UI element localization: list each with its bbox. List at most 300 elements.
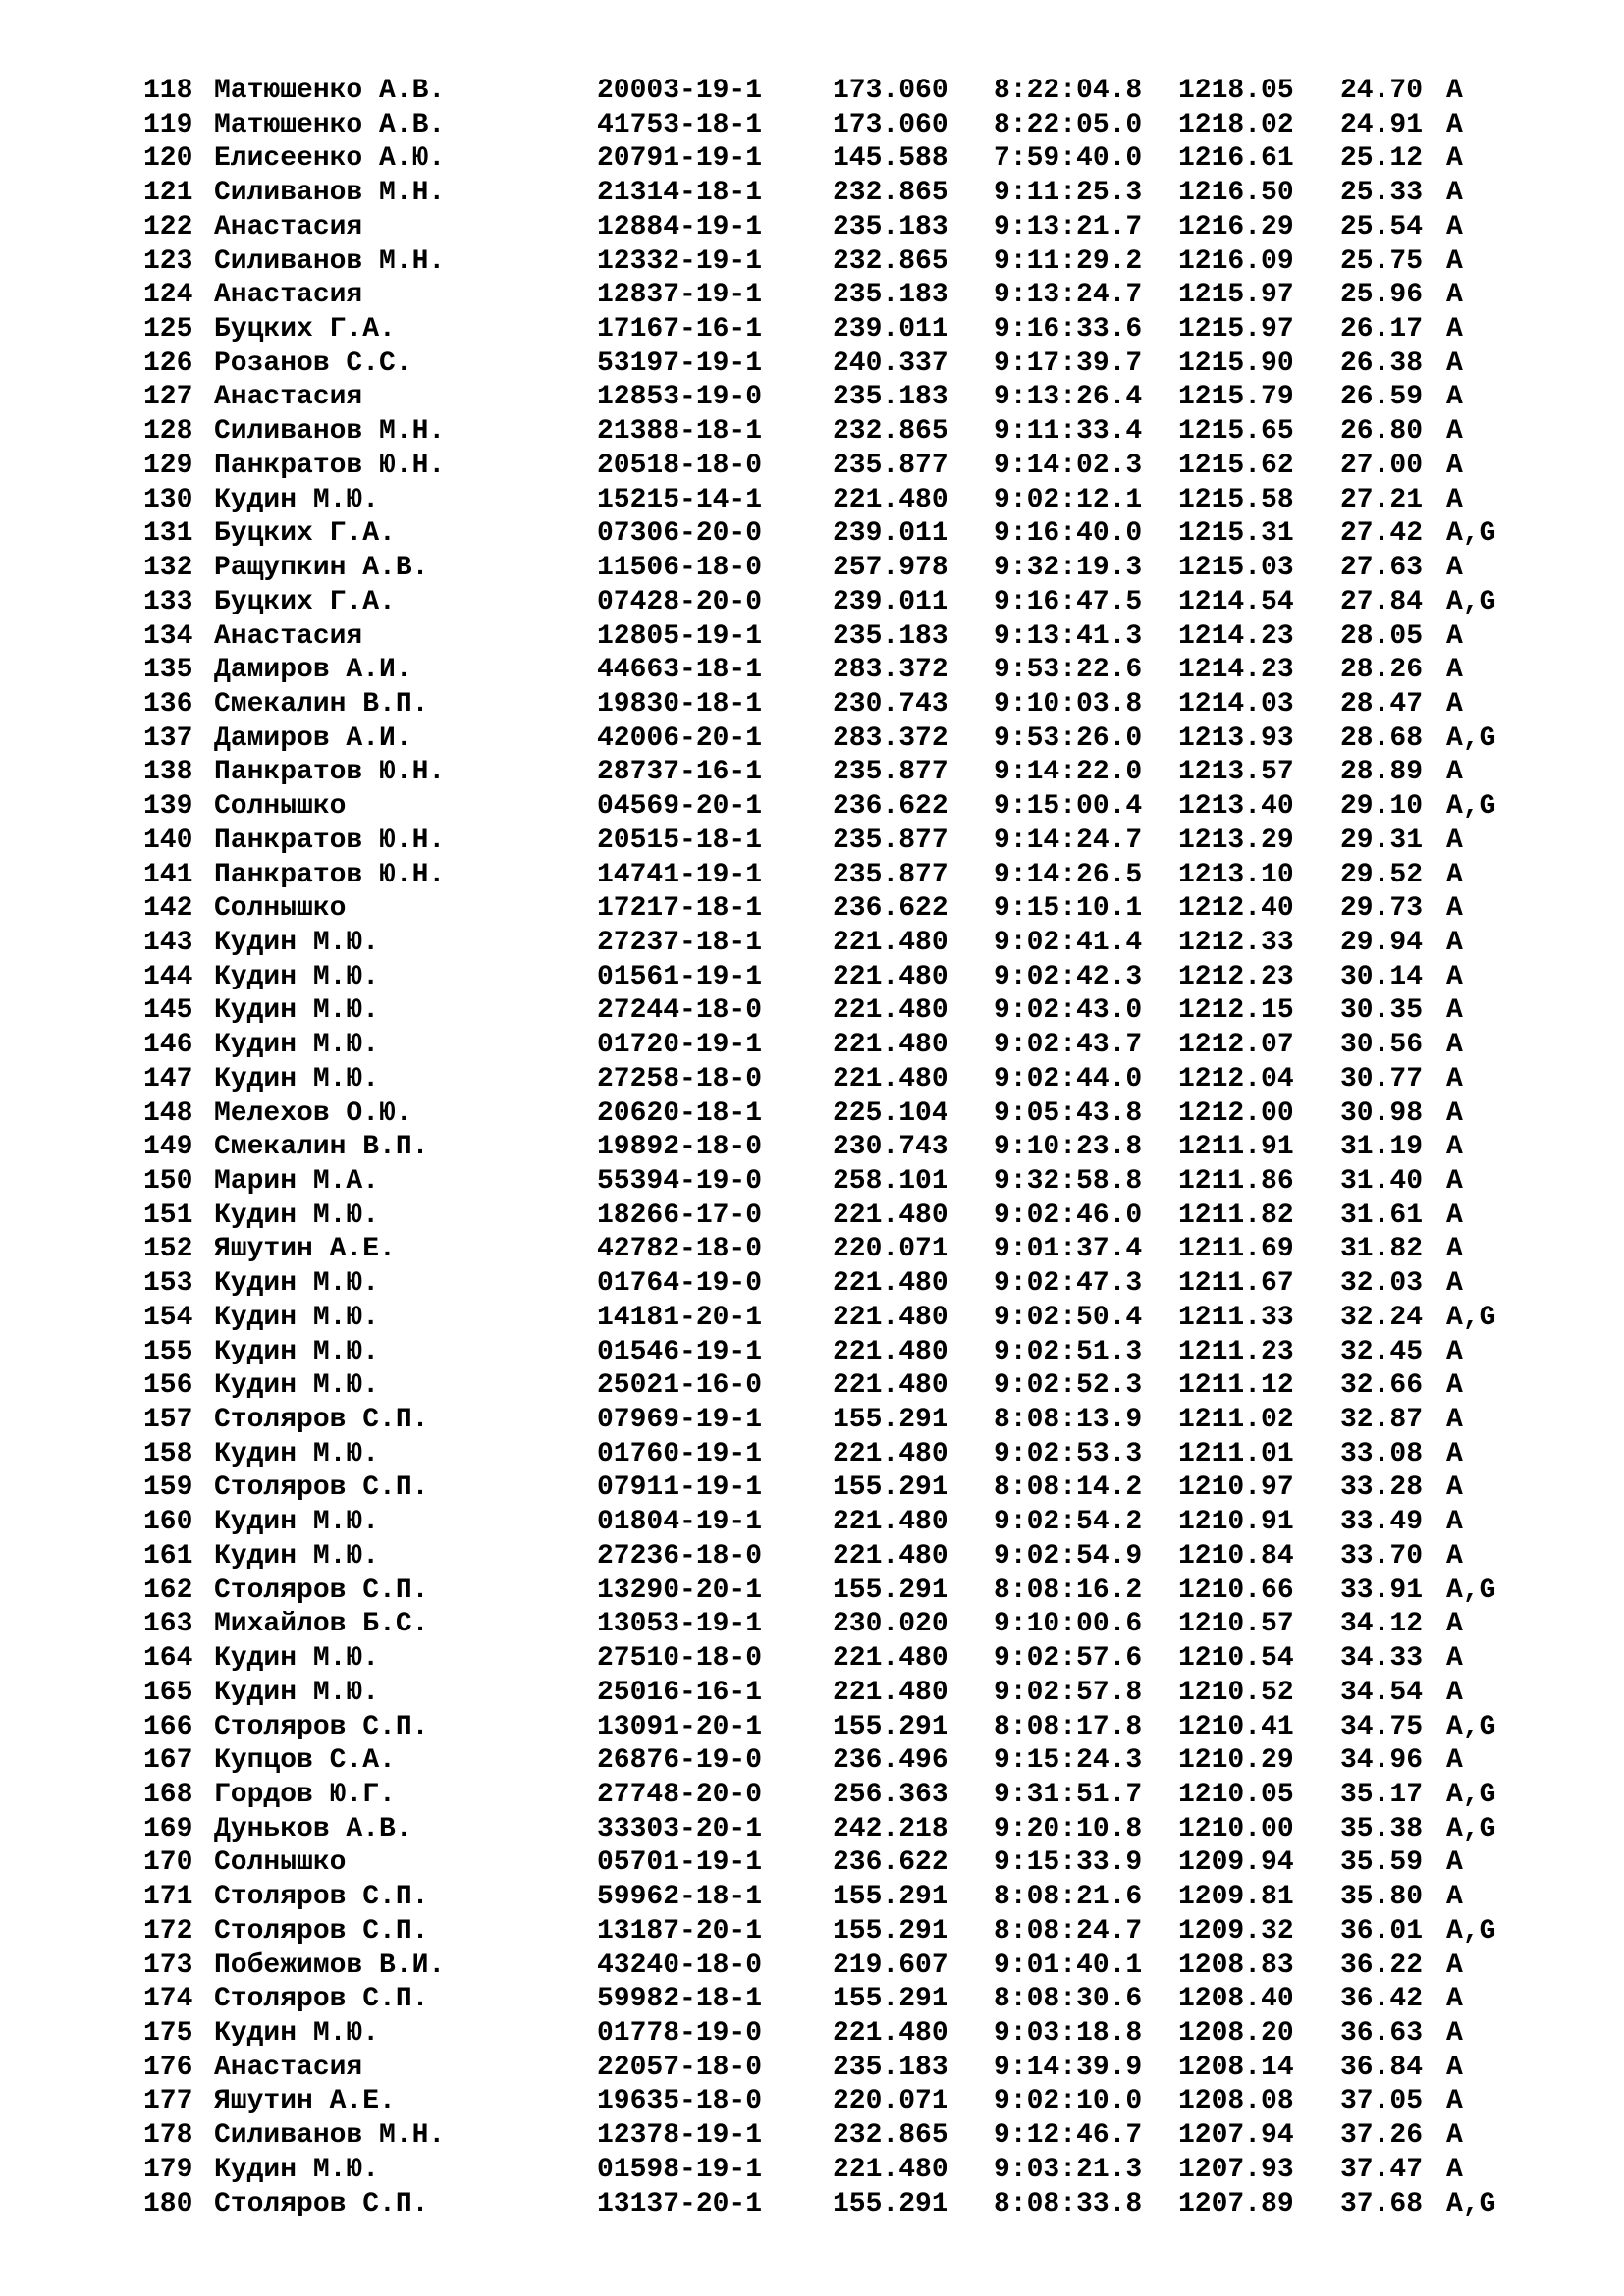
coefficient-value: 33.08 bbox=[1340, 1438, 1424, 1469]
ring-number: 01804-19-1 bbox=[597, 1507, 763, 1538]
category-flag: A bbox=[1446, 1063, 1463, 1095]
distance-value: 155.291 bbox=[833, 1575, 948, 1606]
fancier-name: Розанов С.С. bbox=[214, 347, 412, 379]
position-number: 150 bbox=[143, 1166, 193, 1197]
fancier-name: Кудин М.Ю. bbox=[214, 1302, 380, 1333]
coefficient-value: 36.22 bbox=[1340, 1949, 1424, 1981]
distance-value: 173.060 bbox=[833, 109, 948, 140]
position-number: 124 bbox=[143, 280, 193, 311]
distance-value: 236.622 bbox=[833, 893, 948, 925]
position-number: 129 bbox=[143, 450, 193, 481]
speed-value: 1208.14 bbox=[1178, 2052, 1294, 2083]
ring-number: 28737-16-1 bbox=[597, 757, 763, 788]
category-flag: A,G bbox=[1446, 1711, 1496, 1742]
position-number: 133 bbox=[143, 586, 193, 617]
coefficient-value: 33.28 bbox=[1340, 1472, 1424, 1504]
speed-value: 1211.23 bbox=[1178, 1336, 1294, 1367]
arrival-time: 8:22:05.0 bbox=[994, 109, 1143, 140]
position-number: 139 bbox=[143, 791, 193, 823]
arrival-time: 9:10:00.6 bbox=[994, 1609, 1143, 1640]
speed-value: 1209.94 bbox=[1178, 1847, 1294, 1879]
speed-value: 1215.90 bbox=[1178, 347, 1294, 379]
position-number: 118 bbox=[143, 76, 193, 106]
category-flag: A bbox=[1446, 1540, 1463, 1572]
category-flag: A bbox=[1446, 620, 1463, 652]
coefficient-value: 28.05 bbox=[1340, 620, 1424, 652]
position-number: 153 bbox=[143, 1268, 193, 1300]
ring-number: 19892-18-0 bbox=[597, 1132, 763, 1163]
ring-number: 27236-18-0 bbox=[597, 1540, 763, 1572]
coefficient-value: 37.68 bbox=[1340, 2188, 1424, 2219]
position-number: 141 bbox=[143, 859, 193, 890]
coefficient-value: 32.03 bbox=[1340, 1268, 1424, 1300]
position-number: 178 bbox=[143, 2120, 193, 2152]
position-number: 128 bbox=[143, 416, 193, 448]
speed-value: 1211.82 bbox=[1178, 1200, 1294, 1231]
fancier-name: Гордов Ю.Г. bbox=[214, 1779, 396, 1810]
speed-value: 1210.97 bbox=[1178, 1472, 1294, 1504]
coefficient-value: 29.10 bbox=[1340, 791, 1424, 823]
arrival-time: 9:53:26.0 bbox=[994, 722, 1143, 754]
ring-number: 12378-19-1 bbox=[597, 2120, 763, 2152]
position-number: 145 bbox=[143, 995, 193, 1027]
ring-number: 13053-19-1 bbox=[597, 1609, 763, 1640]
arrival-time: 9:11:25.3 bbox=[994, 178, 1143, 209]
distance-value: 221.480 bbox=[833, 1336, 948, 1367]
speed-value: 1215.97 bbox=[1178, 280, 1294, 311]
speed-value: 1207.94 bbox=[1178, 2120, 1294, 2152]
speed-value: 1210.66 bbox=[1178, 1575, 1294, 1606]
arrival-time: 9:02:43.7 bbox=[994, 1030, 1143, 1061]
position-number: 134 bbox=[143, 620, 193, 652]
speed-value: 1215.65 bbox=[1178, 416, 1294, 448]
coefficient-value: 32.45 bbox=[1340, 1336, 1424, 1367]
arrival-time: 9:02:50.4 bbox=[994, 1302, 1143, 1333]
position-number: 121 bbox=[143, 178, 193, 209]
coefficient-value: 26.17 bbox=[1340, 314, 1424, 346]
coefficient-value: 25.33 bbox=[1340, 178, 1424, 209]
position-number: 130 bbox=[143, 484, 193, 515]
coefficient-value: 30.77 bbox=[1340, 1063, 1424, 1095]
arrival-time: 9:15:24.3 bbox=[994, 1745, 1143, 1777]
arrival-time: 9:02:46.0 bbox=[994, 1200, 1143, 1231]
speed-value: 1218.02 bbox=[1178, 109, 1294, 140]
arrival-time: 9:10:23.8 bbox=[994, 1132, 1143, 1163]
fancier-name: Буцких Г.А. bbox=[214, 314, 396, 346]
distance-value: 225.104 bbox=[833, 1097, 948, 1129]
coefficient-value: 36.42 bbox=[1340, 1984, 1424, 2015]
fancier-name: Кудин М.Ю. bbox=[214, 961, 380, 992]
coefficient-value: 29.52 bbox=[1340, 859, 1424, 890]
arrival-time: 9:02:42.3 bbox=[994, 961, 1143, 992]
position-number: 123 bbox=[143, 245, 193, 277]
distance-value: 221.480 bbox=[833, 1063, 948, 1095]
arrival-time: 9:02:57.8 bbox=[994, 1677, 1143, 1708]
coefficient-value: 32.66 bbox=[1340, 1370, 1424, 1402]
distance-value: 221.480 bbox=[833, 995, 948, 1027]
category-flag: A bbox=[1446, 2052, 1463, 2083]
speed-value: 1212.15 bbox=[1178, 995, 1294, 1027]
position-number: 131 bbox=[143, 518, 193, 550]
category-flag: A bbox=[1446, 2154, 1463, 2185]
arrival-time: 8:08:17.8 bbox=[994, 1711, 1143, 1742]
position-number: 174 bbox=[143, 1984, 193, 2015]
position-number: 142 bbox=[143, 893, 193, 925]
fancier-name: Кудин М.Ю. bbox=[214, 1643, 380, 1675]
speed-value: 1213.29 bbox=[1178, 825, 1294, 856]
fancier-name: Анастасия bbox=[214, 280, 363, 311]
arrival-time: 9:15:10.1 bbox=[994, 893, 1143, 925]
ring-number: 44663-18-1 bbox=[597, 655, 763, 686]
fancier-name: Кудин М.Ю. bbox=[214, 484, 380, 515]
distance-value: 155.291 bbox=[833, 1711, 948, 1742]
coefficient-value: 34.33 bbox=[1340, 1643, 1424, 1675]
category-flag: A bbox=[1446, 688, 1463, 720]
coefficient-value: 31.82 bbox=[1340, 1234, 1424, 1265]
ring-number: 13137-20-1 bbox=[597, 2188, 763, 2219]
distance-value: 236.622 bbox=[833, 1847, 948, 1879]
position-number: 173 bbox=[143, 1949, 193, 1981]
speed-value: 1215.58 bbox=[1178, 484, 1294, 515]
speed-value: 1212.33 bbox=[1178, 927, 1294, 958]
coefficient-value: 31.19 bbox=[1340, 1132, 1424, 1163]
distance-value: 283.372 bbox=[833, 655, 948, 686]
position-number: 175 bbox=[143, 2017, 193, 2049]
coefficient-value: 37.26 bbox=[1340, 2120, 1424, 2152]
ring-number: 01760-19-1 bbox=[597, 1438, 763, 1469]
category-flag: A,G bbox=[1446, 518, 1496, 550]
arrival-time: 9:14:24.7 bbox=[994, 825, 1143, 856]
arrival-time: 8:08:16.2 bbox=[994, 1575, 1143, 1606]
speed-value: 1212.00 bbox=[1178, 1097, 1294, 1129]
ring-number: 13290-20-1 bbox=[597, 1575, 763, 1606]
ring-number: 07911-19-1 bbox=[597, 1472, 763, 1504]
distance-value: 235.183 bbox=[833, 620, 948, 652]
coefficient-value: 36.01 bbox=[1340, 1915, 1424, 1947]
distance-value: 239.011 bbox=[833, 314, 948, 346]
distance-value: 145.588 bbox=[833, 143, 948, 175]
fancier-name: Солнышко bbox=[214, 893, 347, 925]
arrival-time: 8:08:13.9 bbox=[994, 1405, 1143, 1436]
distance-value: 232.865 bbox=[833, 2120, 948, 2152]
category-flag: A bbox=[1446, 1097, 1463, 1129]
distance-value: 221.480 bbox=[833, 1030, 948, 1061]
arrival-time: 9:14:39.9 bbox=[994, 2052, 1143, 2083]
arrival-time: 9:16:40.0 bbox=[994, 518, 1143, 550]
ring-number: 11506-18-0 bbox=[597, 553, 763, 584]
ring-number: 21388-18-1 bbox=[597, 416, 763, 448]
distance-value: 236.496 bbox=[833, 1745, 948, 1777]
fancier-name: Столяров С.П. bbox=[214, 1575, 429, 1606]
category-flag: A,G bbox=[1446, 1302, 1496, 1333]
ring-number: 01561-19-1 bbox=[597, 961, 763, 992]
category-flag: A bbox=[1446, 314, 1463, 346]
fancier-name: Солнышко bbox=[214, 791, 347, 823]
ring-number: 26876-19-0 bbox=[597, 1745, 763, 1777]
arrival-time: 9:10:03.8 bbox=[994, 688, 1143, 720]
coefficient-value: 28.47 bbox=[1340, 688, 1424, 720]
coefficient-value: 27.63 bbox=[1340, 553, 1424, 584]
speed-value: 1208.83 bbox=[1178, 1949, 1294, 1981]
coefficient-value: 26.38 bbox=[1340, 347, 1424, 379]
category-flag: A bbox=[1446, 1643, 1463, 1675]
speed-value: 1211.67 bbox=[1178, 1268, 1294, 1300]
category-flag: A bbox=[1446, 1949, 1463, 1981]
coefficient-value: 31.61 bbox=[1340, 1200, 1424, 1231]
ring-number: 27748-20-0 bbox=[597, 1779, 763, 1810]
coefficient-value: 25.54 bbox=[1340, 211, 1424, 242]
arrival-time: 7:59:40.0 bbox=[994, 143, 1143, 175]
coefficient-value: 32.24 bbox=[1340, 1302, 1424, 1333]
position-number: 119 bbox=[143, 109, 193, 140]
fancier-name: Смекалин В.П. bbox=[214, 1132, 429, 1163]
category-flag: A bbox=[1446, 450, 1463, 481]
speed-value: 1211.33 bbox=[1178, 1302, 1294, 1333]
position-number: 155 bbox=[143, 1336, 193, 1367]
arrival-time: 9:32:58.8 bbox=[994, 1166, 1143, 1197]
arrival-time: 9:02:43.0 bbox=[994, 995, 1143, 1027]
ring-number: 43240-18-0 bbox=[597, 1949, 763, 1981]
distance-value: 221.480 bbox=[833, 961, 948, 992]
coefficient-value: 33.70 bbox=[1340, 1540, 1424, 1572]
ring-number: 01546-19-1 bbox=[597, 1336, 763, 1367]
arrival-time: 9:01:40.1 bbox=[994, 1949, 1143, 1981]
category-flag: A bbox=[1446, 2120, 1463, 2152]
fancier-name: Марин М.А. bbox=[214, 1166, 380, 1197]
speed-value: 1215.62 bbox=[1178, 450, 1294, 481]
coefficient-value: 28.89 bbox=[1340, 757, 1424, 788]
speed-value: 1207.93 bbox=[1178, 2154, 1294, 2185]
arrival-time: 9:02:44.0 bbox=[994, 1063, 1143, 1095]
distance-value: 155.291 bbox=[833, 1984, 948, 2015]
position-number: 163 bbox=[143, 1609, 193, 1640]
fancier-name: Дамиров А.И. bbox=[214, 655, 412, 686]
distance-value: 219.607 bbox=[833, 1949, 948, 1981]
distance-value: 221.480 bbox=[833, 1507, 948, 1538]
ring-number: 41753-18-1 bbox=[597, 109, 763, 140]
coefficient-value: 34.12 bbox=[1340, 1609, 1424, 1640]
category-flag: A bbox=[1446, 109, 1463, 140]
category-flag: A bbox=[1446, 484, 1463, 515]
fancier-name: Матюшенко А.В. bbox=[214, 109, 446, 140]
ring-number: 25016-16-1 bbox=[597, 1677, 763, 1708]
distance-value: 235.183 bbox=[833, 2052, 948, 2083]
fancier-name: Смекалин В.П. bbox=[214, 688, 429, 720]
distance-value: 173.060 bbox=[833, 76, 948, 106]
coefficient-value: 31.40 bbox=[1340, 1166, 1424, 1197]
arrival-time: 9:31:51.7 bbox=[994, 1779, 1143, 1810]
coefficient-value: 28.26 bbox=[1340, 655, 1424, 686]
speed-value: 1210.41 bbox=[1178, 1711, 1294, 1742]
fancier-name: Кудин М.Ю. bbox=[214, 1336, 380, 1367]
category-flag: A bbox=[1446, 211, 1463, 242]
ring-number: 19635-18-0 bbox=[597, 2086, 763, 2117]
category-flag: A bbox=[1446, 143, 1463, 175]
position-number: 160 bbox=[143, 1507, 193, 1538]
distance-value: 235.877 bbox=[833, 450, 948, 481]
category-flag: A bbox=[1446, 1336, 1463, 1367]
category-flag: A bbox=[1446, 347, 1463, 379]
fancier-name: Буцких Г.А. bbox=[214, 586, 396, 617]
arrival-time: 9:12:46.7 bbox=[994, 2120, 1143, 2152]
position-number: 146 bbox=[143, 1030, 193, 1061]
position-number: 159 bbox=[143, 1472, 193, 1504]
position-number: 156 bbox=[143, 1370, 193, 1402]
distance-value: 235.877 bbox=[833, 859, 948, 890]
category-flag: A bbox=[1446, 1234, 1463, 1265]
fancier-name: Силиванов М.Н. bbox=[214, 245, 446, 277]
arrival-time: 9:02:53.3 bbox=[994, 1438, 1143, 1469]
coefficient-value: 30.98 bbox=[1340, 1097, 1424, 1129]
ring-number: 12332-19-1 bbox=[597, 245, 763, 277]
distance-value: 155.291 bbox=[833, 1882, 948, 1913]
fancier-name: Буцких Г.А. bbox=[214, 518, 396, 550]
arrival-time: 9:11:33.4 bbox=[994, 416, 1143, 448]
ring-number: 55394-19-0 bbox=[597, 1166, 763, 1197]
ring-number: 07306-20-0 bbox=[597, 518, 763, 550]
coefficient-value: 25.96 bbox=[1340, 280, 1424, 311]
arrival-time: 8:08:21.6 bbox=[994, 1882, 1143, 1913]
distance-value: 221.480 bbox=[833, 1438, 948, 1469]
arrival-time: 9:03:21.3 bbox=[994, 2154, 1143, 2185]
ring-number: 42006-20-1 bbox=[597, 722, 763, 754]
coefficient-value: 37.05 bbox=[1340, 2086, 1424, 2117]
fancier-name: Столяров С.П. bbox=[214, 1711, 429, 1742]
fancier-name: Столяров С.П. bbox=[214, 1882, 429, 1913]
position-number: 138 bbox=[143, 757, 193, 788]
distance-value: 221.480 bbox=[833, 1200, 948, 1231]
category-flag: A bbox=[1446, 1268, 1463, 1300]
ring-number: 20518-18-0 bbox=[597, 450, 763, 481]
ring-number: 20791-19-1 bbox=[597, 143, 763, 175]
speed-value: 1210.57 bbox=[1178, 1609, 1294, 1640]
position-number: 143 bbox=[143, 927, 193, 958]
fancier-name: Кудин М.Ю. bbox=[214, 1030, 380, 1061]
position-number: 144 bbox=[143, 961, 193, 992]
distance-value: 235.183 bbox=[833, 280, 948, 311]
ring-number: 59982-18-1 bbox=[597, 1984, 763, 2015]
arrival-time: 9:20:10.8 bbox=[994, 1813, 1143, 1844]
coefficient-value: 29.94 bbox=[1340, 927, 1424, 958]
arrival-time: 9:16:47.5 bbox=[994, 586, 1143, 617]
category-flag: A,G bbox=[1446, 586, 1496, 617]
arrival-time: 8:08:24.7 bbox=[994, 1915, 1143, 1947]
category-flag: A bbox=[1446, 1132, 1463, 1163]
arrival-time: 9:14:22.0 bbox=[994, 757, 1143, 788]
distance-value: 232.865 bbox=[833, 416, 948, 448]
category-flag: A bbox=[1446, 961, 1463, 992]
category-flag: A bbox=[1446, 553, 1463, 584]
fancier-name: Кудин М.Ю. bbox=[214, 1438, 380, 1469]
speed-value: 1210.29 bbox=[1178, 1745, 1294, 1777]
speed-value: 1214.03 bbox=[1178, 688, 1294, 720]
ring-number: 12805-19-1 bbox=[597, 620, 763, 652]
position-number: 140 bbox=[143, 825, 193, 856]
distance-value: 235.877 bbox=[833, 757, 948, 788]
arrival-time: 9:02:54.2 bbox=[994, 1507, 1143, 1538]
position-number: 152 bbox=[143, 1234, 193, 1265]
speed-value: 1211.86 bbox=[1178, 1166, 1294, 1197]
position-number: 120 bbox=[143, 143, 193, 175]
ring-number: 12884-19-1 bbox=[597, 211, 763, 242]
ring-number: 20515-18-1 bbox=[597, 825, 763, 856]
arrival-time: 9:13:21.7 bbox=[994, 211, 1143, 242]
ring-number: 14741-19-1 bbox=[597, 859, 763, 890]
speed-value: 1211.69 bbox=[1178, 1234, 1294, 1265]
distance-value: 221.480 bbox=[833, 1370, 948, 1402]
arrival-time: 9:14:02.3 bbox=[994, 450, 1143, 481]
fancier-name: Кудин М.Ю. bbox=[214, 1677, 380, 1708]
speed-value: 1209.32 bbox=[1178, 1915, 1294, 1947]
position-number: 157 bbox=[143, 1405, 193, 1436]
coefficient-value: 34.96 bbox=[1340, 1745, 1424, 1777]
fancier-name: Силиванов М.Н. bbox=[214, 416, 446, 448]
fancier-name: Елисеенко А.Ю. bbox=[214, 143, 446, 175]
position-number: 165 bbox=[143, 1677, 193, 1708]
speed-value: 1212.23 bbox=[1178, 961, 1294, 992]
category-flag: A bbox=[1446, 280, 1463, 311]
speed-value: 1210.54 bbox=[1178, 1643, 1294, 1675]
category-flag: A,G bbox=[1446, 1779, 1496, 1810]
category-flag: A bbox=[1446, 76, 1463, 106]
arrival-time: 9:11:29.2 bbox=[994, 245, 1143, 277]
category-flag: A bbox=[1446, 1200, 1463, 1231]
category-flag: A bbox=[1446, 178, 1463, 209]
ring-number: 27258-18-0 bbox=[597, 1063, 763, 1095]
fancier-name: Матюшенко А.В. bbox=[214, 76, 446, 106]
fancier-name: Столяров С.П. bbox=[214, 1984, 429, 2015]
position-number: 171 bbox=[143, 1882, 193, 1913]
distance-value: 221.480 bbox=[833, 2154, 948, 2185]
category-flag: A,G bbox=[1446, 2188, 1496, 2219]
category-flag: A bbox=[1446, 757, 1463, 788]
speed-value: 1218.05 bbox=[1178, 76, 1294, 106]
distance-value: 232.865 bbox=[833, 178, 948, 209]
ring-number: 07969-19-1 bbox=[597, 1405, 763, 1436]
coefficient-value: 34.54 bbox=[1340, 1677, 1424, 1708]
fancier-name: Панкратов Ю.Н. bbox=[214, 825, 446, 856]
coefficient-value: 24.91 bbox=[1340, 109, 1424, 140]
speed-value: 1212.04 bbox=[1178, 1063, 1294, 1095]
distance-value: 220.071 bbox=[833, 1234, 948, 1265]
fancier-name: Анастасия bbox=[214, 211, 363, 242]
distance-value: 221.480 bbox=[833, 484, 948, 515]
speed-value: 1209.81 bbox=[1178, 1882, 1294, 1913]
position-number: 149 bbox=[143, 1132, 193, 1163]
distance-value: 230.743 bbox=[833, 688, 948, 720]
position-number: 170 bbox=[143, 1847, 193, 1879]
category-flag: A bbox=[1446, 1847, 1463, 1879]
arrival-time: 9:13:41.3 bbox=[994, 620, 1143, 652]
arrival-time: 8:08:30.6 bbox=[994, 1984, 1143, 2015]
distance-value: 235.877 bbox=[833, 825, 948, 856]
speed-value: 1212.40 bbox=[1178, 893, 1294, 925]
ring-number: 01778-19-0 bbox=[597, 2017, 763, 2049]
ring-number: 13091-20-1 bbox=[597, 1711, 763, 1742]
speed-value: 1212.07 bbox=[1178, 1030, 1294, 1061]
coefficient-value: 30.14 bbox=[1340, 961, 1424, 992]
ring-number: 05701-19-1 bbox=[597, 1847, 763, 1879]
category-flag: A bbox=[1446, 2086, 1463, 2117]
distance-value: 221.480 bbox=[833, 1302, 948, 1333]
coefficient-value: 33.91 bbox=[1340, 1575, 1424, 1606]
coefficient-value: 27.42 bbox=[1340, 518, 1424, 550]
fancier-name: Столяров С.П. bbox=[214, 1405, 429, 1436]
speed-value: 1213.40 bbox=[1178, 791, 1294, 823]
arrival-time: 9:05:43.8 bbox=[994, 1097, 1143, 1129]
category-flag: A bbox=[1446, 1677, 1463, 1708]
position-number: 132 bbox=[143, 553, 193, 584]
